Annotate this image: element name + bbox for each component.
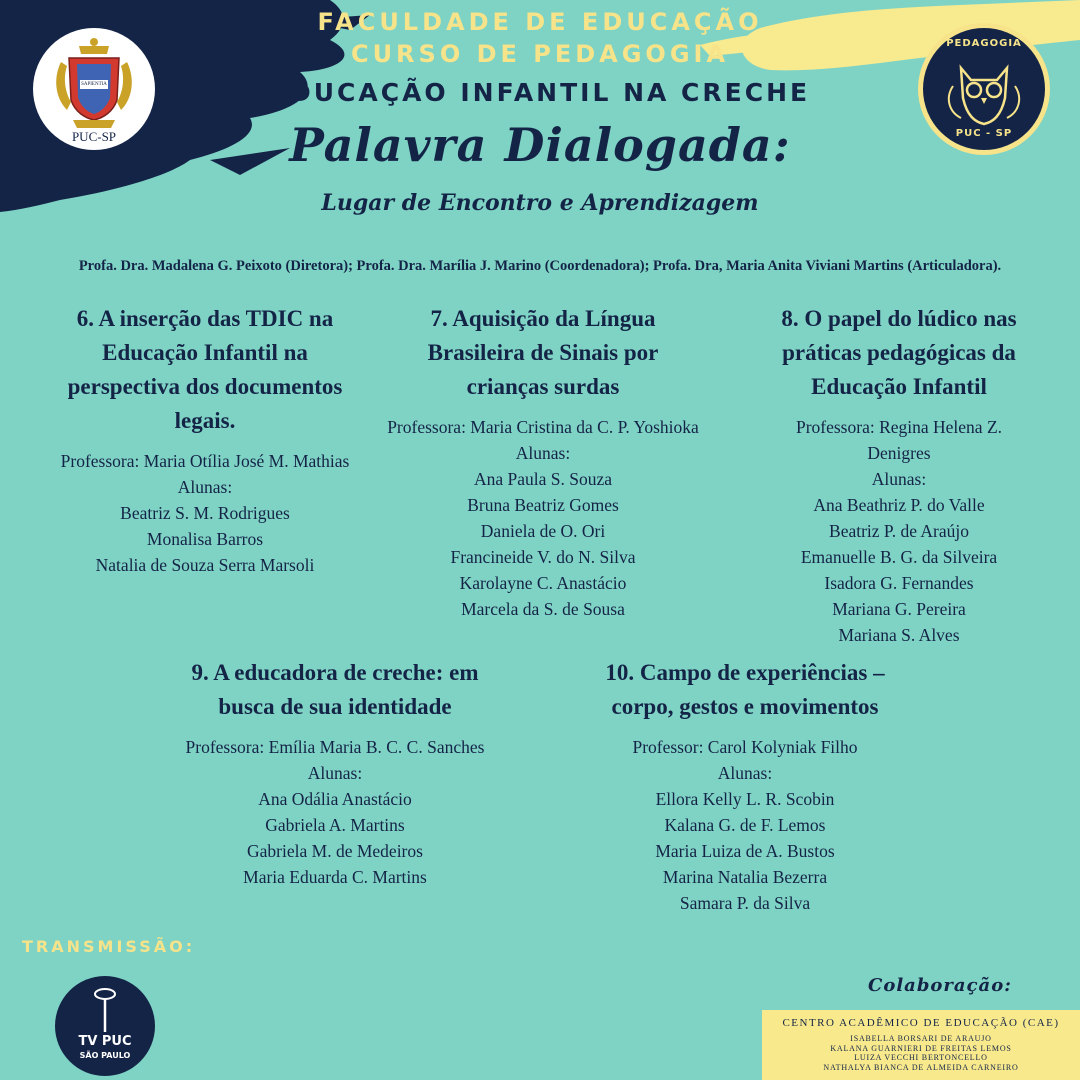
student: Kalana G. de F. Lemos bbox=[664, 815, 826, 835]
tv-puc-logo[interactable] bbox=[55, 976, 155, 1076]
faculty-title: FACULDADE DE EDUCAÇÃO bbox=[317, 8, 763, 36]
transmission-label: TRANSMISSÃO: bbox=[22, 937, 196, 956]
cae-member: LUIZA VECCHI BERTONCELLO bbox=[854, 1053, 988, 1062]
professor: Professora: Emília Maria B. C. C. Sanches bbox=[185, 737, 485, 757]
student: Gabriela M. de Medeiros bbox=[247, 841, 423, 861]
course-title: CURSO DE PEDAGOGIA bbox=[350, 40, 730, 68]
antenna-icon bbox=[55, 976, 155, 1076]
student: Maria Eduarda C. Martins bbox=[243, 867, 427, 887]
student: Gabriela A. Martins bbox=[265, 815, 405, 835]
student: Maria Luiza de A. Bustos bbox=[655, 841, 835, 861]
student: Monalisa Barros bbox=[146, 529, 264, 549]
session-title: 9. A educadora de creche: em busca de sua identidade bbox=[191, 660, 479, 719]
professor: Professora: Maria Otília José M. Mathias bbox=[60, 451, 350, 471]
cae-member: NATHALYA BIANCA DE ALMEIDA CARNEIRO bbox=[823, 1062, 1019, 1072]
session-block-9 bbox=[140, 656, 530, 890]
student: Daniela de O. Ori bbox=[480, 521, 606, 541]
professor-cont: Denigres bbox=[867, 443, 931, 463]
professor: Professora: Regina Helena Z. bbox=[795, 417, 1003, 437]
students-label: Alunas: bbox=[177, 477, 233, 497]
student: Marina Natalia Bezerra bbox=[662, 867, 828, 887]
cae-member: KALANA GUARNIERI DE FREITAS LEMOS bbox=[830, 1043, 1012, 1053]
student: Ana Paula S. Souza bbox=[473, 469, 613, 489]
tv-puc-city: SÃO PAULO bbox=[79, 1051, 131, 1060]
session-title: 10. Campo de experiências – corpo, gestos e movimentos bbox=[605, 660, 885, 719]
event-subtitle: Lugar de Encontro e Aprendizagem bbox=[321, 190, 759, 216]
professor: Professora: Maria Cristina da C. P. Yoshioka bbox=[387, 417, 699, 437]
students-label: Alunas: bbox=[307, 763, 363, 783]
session-block-10 bbox=[560, 656, 930, 916]
cae-title: CENTRO ACADÊMICO DE EDUCAÇÃO (CAE) bbox=[782, 1017, 1060, 1029]
student: Ellora Kelly L. R. Scobin bbox=[655, 789, 835, 809]
pedagogia-top-label: PEDAGOGIA bbox=[946, 38, 1022, 49]
student: Francineide V. do N. Silva bbox=[450, 547, 636, 567]
session-title: 8. O papel do lúdico nas práticas pedagógicas da Educação Infantil bbox=[781, 306, 1017, 399]
student: Mariana S. Alves bbox=[838, 625, 960, 645]
session-block-7 bbox=[360, 302, 726, 622]
puc-label: PUC-SP bbox=[71, 129, 117, 144]
student: Mariana G. Pereira bbox=[832, 599, 966, 619]
session-title: 7. Aquisição da Língua Brasileira de Sinais por crianças surdas bbox=[427, 306, 659, 399]
student: Beatriz P. de Araújo bbox=[829, 521, 969, 541]
student: Ana Beathriz P. do Valle bbox=[813, 495, 985, 515]
students-label: Alunas: bbox=[515, 443, 571, 463]
student: Natalia de Souza Serra Marsoli bbox=[95, 555, 315, 575]
student: Isadora G. Fernandes bbox=[824, 573, 974, 593]
session-title: 6. A inserção das TDIC na Educação Infantil na perspectiva dos documentos legais. bbox=[67, 306, 343, 433]
session-block-8 bbox=[730, 302, 1068, 648]
cae-member: ISABELLA BORSARI DE ARAUJO bbox=[850, 1034, 992, 1043]
collaboration-label: Colaboração: bbox=[868, 975, 1012, 996]
student: Marcela da S. de Sousa bbox=[461, 599, 625, 619]
session-block-6 bbox=[20, 302, 390, 578]
student: Beatriz S. M. Rodrigues bbox=[120, 503, 290, 523]
faculty-coordinators: Profa. Dra. Madalena G. Peixoto (Diretora); Profa. Dra. Marília J. Marino (Coordenadora); Profa. Dra, Maria Anita Viviani Martins (Articuladora). bbox=[78, 258, 1002, 274]
tv-puc-label: TV PUC bbox=[78, 1034, 132, 1049]
student: Karolayne C. Anastácio bbox=[459, 573, 627, 593]
students-label: Alunas: bbox=[871, 469, 927, 489]
puc-banner: SAPIENTIA bbox=[81, 82, 107, 87]
pedagogia-bottom-label: PUC - SP bbox=[955, 128, 1013, 139]
student: Samara P. da Silva bbox=[679, 893, 811, 913]
event-title: Palavra Dialogada: bbox=[289, 118, 791, 172]
program-title: EDUCAÇÃO INFANTIL NA CRECHE bbox=[269, 78, 811, 107]
cae-box bbox=[762, 1010, 1080, 1080]
student: Bruna Beatriz Gomes bbox=[467, 495, 619, 515]
student: Emanuelle B. G. da Silveira bbox=[800, 547, 998, 567]
student: Ana Odália Anastácio bbox=[258, 789, 412, 809]
professor: Professor: Carol Kolyniak Filho bbox=[632, 737, 858, 757]
students-label: Alunas: bbox=[717, 763, 773, 783]
